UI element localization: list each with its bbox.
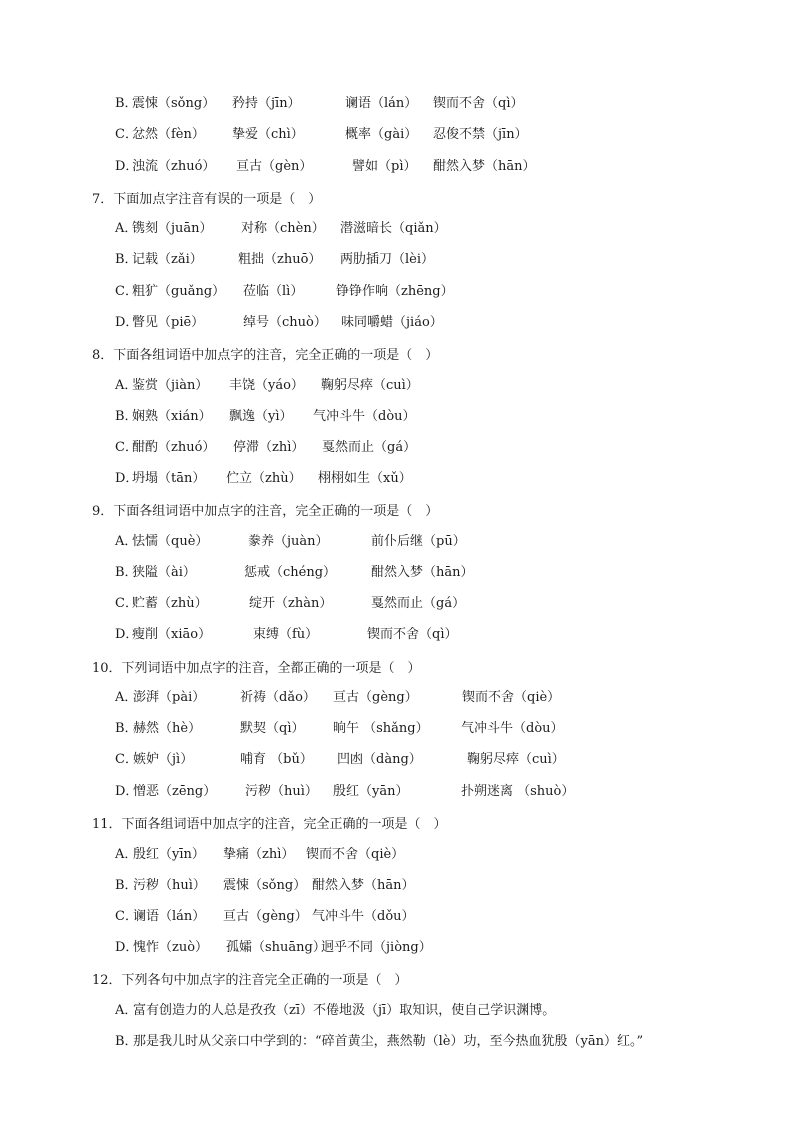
option-term: 戛然而止（gá）	[371, 596, 466, 611]
option-letter: A．	[115, 378, 138, 393]
option-term: 瞥见（piē）	[132, 315, 205, 330]
option-letter: B．	[115, 96, 138, 111]
option-letter: A．	[115, 534, 138, 549]
option-term: 狭隘（ài）	[132, 565, 196, 580]
option-term: 澎湃（pài）	[133, 690, 206, 705]
question-stem: 10．下列词语中加点字的注音，全都正确的一项是（ ）	[92, 661, 421, 676]
option-term: 酣然入梦（hān）	[433, 159, 536, 174]
question-stem: 8．下面各组词语中加点字的注音，完全正确的一项是（ ）	[92, 348, 439, 363]
option-term: 谰语（lán）	[345, 96, 418, 111]
option-term: 亘古（gèn）	[236, 159, 313, 174]
option-term: 愧怍（zuò）	[133, 940, 209, 955]
option-term: 飘逸（yì）	[229, 409, 293, 424]
option-letter: A．	[115, 1003, 138, 1018]
option-letter: C．	[115, 752, 138, 767]
option-term: 浊流（zhuó）	[132, 159, 216, 174]
option-letter: B．	[115, 1034, 138, 1049]
option-term: 锲而不舍（qiè）	[306, 847, 405, 862]
option-term: 怯懦（què）	[132, 534, 209, 549]
option-term: 锲而不舍（qiè）	[462, 690, 561, 705]
option-letter: B．	[115, 409, 138, 424]
option-letter: D．	[115, 627, 139, 642]
option-term: 粗拙（zhuō）	[238, 252, 322, 267]
option-term: 锲而不舍（qì）	[433, 96, 524, 111]
option-term: 默契（qì）	[240, 721, 305, 736]
option-term: 殷红（yīn）	[133, 847, 205, 862]
option-term: 瘦削（xiāo）	[132, 627, 212, 642]
option-term: 迥乎不同（jiòng）	[321, 940, 432, 955]
option-term: 气冲斗牛（dǒu）	[312, 909, 415, 924]
option-letter: A．	[115, 221, 138, 236]
option-letter: D．	[115, 940, 139, 955]
option-term: 嫉妒（jì）	[133, 752, 194, 767]
option-term: 潜滋暗长（qiǎn）	[340, 221, 447, 236]
option-term: 挚爱（chì）	[232, 127, 304, 142]
option-term: 戛然而止（gá）	[322, 440, 417, 455]
option-term: 惩戒（chéng）	[244, 565, 337, 580]
option-term: 娴熟（xián）	[132, 409, 212, 424]
option-term: 孤孀（shuāng）	[226, 940, 326, 955]
question-stem: 9．下面各组词语中加点字的注音，完全正确的一项是（ ）	[92, 504, 439, 519]
option-term: 忿然（fèn）	[132, 127, 205, 142]
option-term: 鞠躬尽瘁（cuì）	[467, 752, 565, 767]
option-letter: B．	[115, 252, 138, 267]
option-term: 锲而不舍（qì）	[367, 627, 458, 642]
option-term: 富有创造力的人总是孜孜（zī）不倦地汲（jī）取知识，使自己学识渊博。	[133, 1003, 556, 1018]
option-letter: A．	[115, 690, 138, 705]
option-term: 谰语（lán）	[133, 909, 206, 924]
question-stem: 7．下面加点字注音有误的一项是（ ）	[92, 192, 322, 207]
option-term: 殷红（yān）	[333, 784, 409, 799]
option-term: 酣然入梦（hān）	[371, 565, 474, 580]
option-term: 譬如（pì）	[352, 159, 417, 174]
option-term: 憎恶（zēng）	[133, 784, 217, 799]
option-term: 污秽（huì）	[133, 878, 206, 893]
question-stem: 12．下列各句中加点字的注音完全正确的一项是（ ）	[92, 973, 408, 988]
option-letter: D．	[115, 471, 139, 486]
option-term: 绰号（chuò）	[243, 315, 327, 330]
option-term: 酣然入梦（hān）	[312, 878, 415, 893]
option-term: 晌午 （shǎng）	[333, 721, 429, 736]
option-term: 震悚（sǒng）	[223, 878, 307, 893]
option-letter: A．	[115, 847, 138, 862]
option-term: 豢养（juàn）	[248, 534, 329, 549]
option-letter: B．	[115, 565, 138, 580]
option-term: 丰饶（yáo）	[229, 378, 304, 393]
option-letter: D．	[115, 784, 139, 799]
option-term: 绽开（zhàn）	[249, 596, 333, 611]
option-term: 矜持（jīn）	[232, 96, 301, 111]
question-stem: 11．下面各组词语中加点字的注音，完全正确的一项是（ ）	[92, 817, 447, 832]
option-term: 气冲斗牛（dòu）	[313, 409, 416, 424]
option-letter: D．	[115, 315, 139, 330]
option-term: 凹凼（dàng）	[337, 752, 422, 767]
option-letter: B．	[115, 878, 138, 893]
option-term: 鉴赏（jiàn）	[132, 378, 209, 393]
option-term: 记载（zǎi）	[132, 252, 203, 267]
option-term: 铮铮作响（zhēng）	[336, 284, 454, 299]
option-term: 扑朔迷离 （shuò）	[461, 784, 575, 799]
option-term: 两肋插刀（lèi）	[340, 252, 435, 267]
option-term: 概率（gài）	[345, 127, 418, 142]
option-term: 哺育 （bǔ）	[240, 752, 313, 767]
option-term: 亘古（gèng）	[223, 909, 308, 924]
option-term: 贮蓄（zhù）	[132, 596, 208, 611]
option-term: 鞠躬尽瘁（cuì）	[321, 378, 419, 393]
option-letter: B．	[115, 721, 138, 736]
option-term: 污秽（huì）	[245, 784, 318, 799]
option-term: 莅临（lì）	[243, 284, 304, 299]
option-term: 坍塌（tān）	[132, 471, 206, 486]
option-letter: C．	[115, 127, 138, 142]
option-term: 伫立（zhù）	[226, 471, 302, 486]
option-term: 停滞（zhì）	[233, 440, 305, 455]
option-term: 前仆后继（pū）	[371, 534, 466, 549]
option-term: 赫然（hè）	[133, 721, 202, 736]
option-letter: C．	[115, 284, 138, 299]
option-term: 震悚（sǒng）	[132, 96, 216, 111]
option-term: 栩栩如生（xǔ）	[318, 471, 412, 486]
option-term: 酣酌（zhuó）	[132, 440, 216, 455]
option-letter: C．	[115, 909, 138, 924]
option-term: 镌刻（juān）	[132, 221, 213, 236]
option-term: 气冲斗牛（dòu）	[461, 721, 564, 736]
option-term: 味同嚼蜡（jiáo）	[341, 315, 443, 330]
option-term: 祈祷（dǎo）	[240, 690, 316, 705]
option-letter: C．	[115, 596, 138, 611]
option-term: 对称（chèn）	[241, 221, 325, 236]
option-term: 粗犷（guǎng）	[132, 284, 226, 299]
option-term: 那是我儿时从父亲口中学到的：“碎首黄尘，燕然勒（lè）功，至今热血犹殷（yān）红。”	[133, 1034, 644, 1049]
option-letter: D．	[115, 159, 139, 174]
option-term: 亘古（gèng）	[333, 690, 418, 705]
option-term: 束缚（fù）	[253, 627, 319, 642]
option-letter: C．	[115, 440, 138, 455]
option-term: 忍俊不禁（jīn）	[433, 127, 528, 142]
option-term: 挚痛（zhì）	[223, 847, 295, 862]
